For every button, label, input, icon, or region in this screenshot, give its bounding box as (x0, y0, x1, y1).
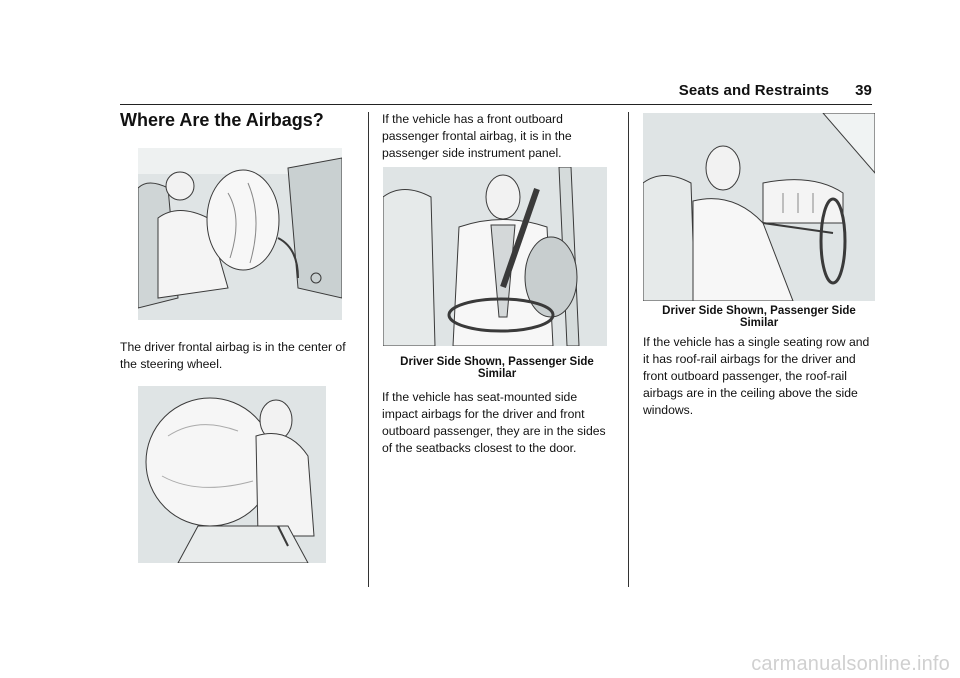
section-title: Seats and Restraints (678, 82, 830, 99)
roof-rail-airbag-text: If the vehicle has a single seating row and it has roof-rail airbags for the driver and front outboard passenger, the roof-rail airbags are in the ceiling above the side windows. (643, 335, 870, 417)
front-view-illustration (383, 167, 607, 346)
passenger-airbag-text: If the vehicle has a front outboard passenger frontal airbag, it is in the passenger side instrument panel. (382, 112, 572, 160)
figure-caption-1: Driver Side Shown, Passenger Side Similar (400, 356, 594, 380)
driver-airbag-deployed-illustration (138, 386, 326, 563)
column-divider-2 (628, 112, 629, 587)
figure-caption-2: Driver Side Shown, Passenger Side Similar (662, 305, 856, 329)
watermark: carmanualsonline.info (751, 653, 950, 675)
header-rule (120, 104, 872, 105)
column-divider-1 (368, 112, 369, 587)
side-impact-airbag-text: If the vehicle has seat-mounted side impact airbags for the driver and front outboard passenger, they are in the sides of the seatbacks closest to the door. (382, 390, 606, 455)
running-header (679, 82, 872, 99)
page-number: 39 (855, 82, 872, 99)
driver-frontal-airbag-illustration (138, 148, 342, 320)
driver-airbag-text: The driver frontal airbag is in the center of the steering wheel. (120, 340, 346, 371)
page-title: Where Are the Airbags? (120, 110, 324, 130)
roof-rail-airbag-illustration (643, 113, 875, 301)
